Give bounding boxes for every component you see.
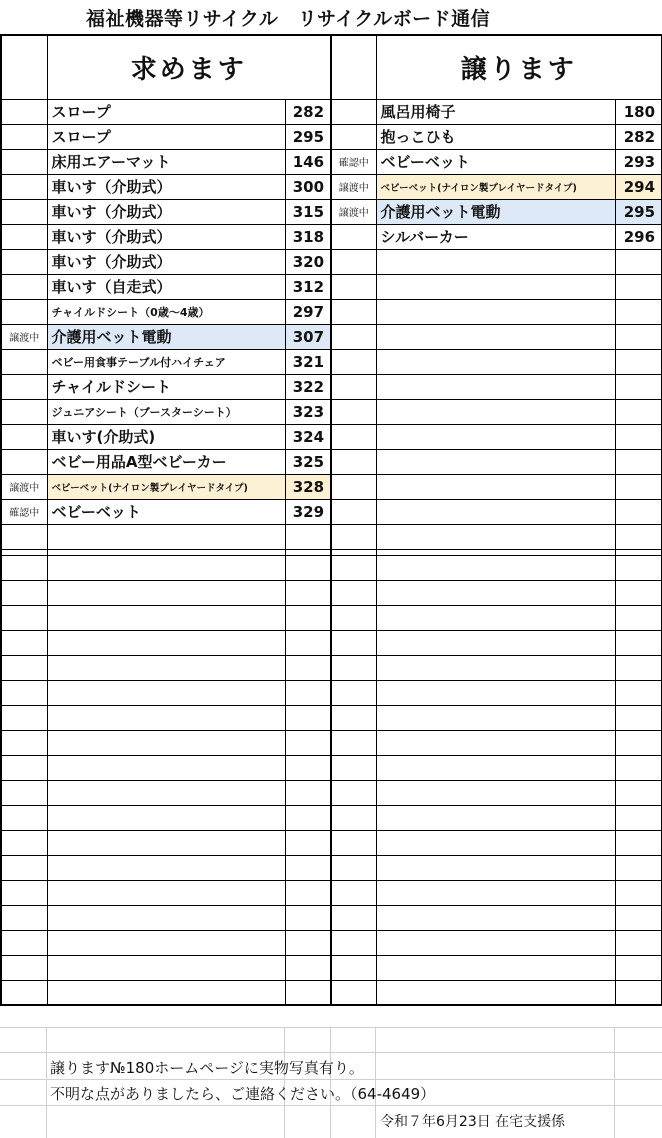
table-row [1,680,662,705]
wanted-item-name [47,905,285,930]
offered-status-cell [331,474,376,499]
footer-note-photo: 譲ります№180ホームページに実物写真有り。 [50,1059,364,1077]
offered-item-number [615,399,662,424]
wanted-item-name [47,780,285,805]
offered-item-number: 294 [615,174,662,199]
wanted-item-number [285,555,331,580]
offered-item-name [376,324,615,349]
footer-gridline [614,1027,615,1138]
wanted-item-name [47,980,285,1005]
offered-status-cell [331,855,376,880]
footer-divider [0,1079,662,1080]
offered-status-cell [331,499,376,524]
table-row [1,830,662,855]
wanted-status-cell: 確認中 [1,499,47,524]
table-row [1,655,662,680]
offered-item-name [376,249,615,274]
footer [0,1027,662,1138]
wanted-item-number [285,705,331,730]
offered-status-header [331,35,376,99]
table-row [1,499,662,524]
wanted-status-cell [1,580,47,605]
board-table [0,34,662,1006]
offered-item-name: ベビーベット(ナイロン製プレイヤードタイプ) [376,174,615,199]
offered-item-name [376,830,615,855]
wanted-status-cell [1,399,47,424]
recycle-board [0,34,662,1027]
wanted-item-number [285,905,331,930]
offered-item-number [615,905,662,930]
offered-item-name [376,399,615,424]
table-row [1,449,662,474]
wanted-status-cell [1,524,47,549]
offered-item-number [615,605,662,630]
wanted-item-number: 325 [285,449,331,474]
wanted-item-number: 328 [285,474,331,499]
wanted-item-number [285,880,331,905]
table-row [1,730,662,755]
wanted-item-number: 318 [285,224,331,249]
offered-item-name [376,474,615,499]
wanted-item-name [47,524,285,549]
wanted-item-number: 320 [285,249,331,274]
table-row [1,780,662,805]
offered-item-number: 295 [615,199,662,224]
offered-item-number: 282 [615,124,662,149]
offered-item-number [615,274,662,299]
table-row [1,930,662,955]
offered-status-cell: 譲渡中 [331,174,376,199]
offered-item-name [376,680,615,705]
wanted-item-number: 307 [285,324,331,349]
offered-status-cell [331,705,376,730]
wanted-status-cell [1,955,47,980]
wanted-status-cell [1,605,47,630]
wanted-item-number [285,655,331,680]
wanted-item-name: スロープ [47,99,285,124]
table-row [1,249,662,274]
offered-item-name [376,905,615,930]
wanted-status-cell [1,99,47,124]
wanted-item-number: 295 [285,124,331,149]
wanted-status-cell [1,855,47,880]
wanted-item-name [47,605,285,630]
wanted-status-cell [1,830,47,855]
wanted-status-cell [1,980,47,1005]
offered-status-cell [331,830,376,855]
offered-item-number [615,580,662,605]
offered-status-cell: 譲渡中 [331,199,376,224]
wanted-item-name [47,580,285,605]
offered-item-name [376,424,615,449]
footer-divider [0,1052,662,1053]
wanted-item-name: 車いす（自走式） [47,274,285,299]
offered-status-cell [331,124,376,149]
offered-item-number [615,855,662,880]
table-row [1,224,662,249]
offered-status-cell [331,399,376,424]
offered-item-number [615,374,662,399]
offered-status-cell [331,680,376,705]
offered-item-number [615,249,662,274]
offered-item-number [615,705,662,730]
wanted-item-number [285,630,331,655]
wanted-status-cell [1,424,47,449]
wanted-item-number [285,780,331,805]
wanted-item-name: ベビー用食事テーブル付ハイチェア [47,349,285,374]
table-row [1,580,662,605]
offered-status-cell: 確認中 [331,149,376,174]
table-row [1,705,662,730]
wanted-item-number [285,955,331,980]
wanted-item-number [285,980,331,1005]
table-row [1,374,662,399]
table-row [1,855,662,880]
offered-status-cell [331,580,376,605]
offered-item-number [615,805,662,830]
footer-gridline [46,1027,47,1138]
offered-status-cell [331,249,376,274]
wanted-item-name: 車いす(介助式) [47,424,285,449]
wanted-item-number [285,680,331,705]
offered-item-name [376,580,615,605]
table-row [1,274,662,299]
wanted-status-cell [1,905,47,930]
wanted-item-name: ベビー用品A型ベビーカー [47,449,285,474]
offered-item-number [615,499,662,524]
wanted-status-cell [1,174,47,199]
offered-item-number [615,630,662,655]
offered-item-name: 抱っこひも [376,124,615,149]
footer-divider [0,1105,662,1106]
wanted-item-number: 329 [285,499,331,524]
wanted-item-number: 321 [285,349,331,374]
offered-item-name [376,630,615,655]
wanted-item-name: 車いす（介助式） [47,224,285,249]
offered-item-name [376,730,615,755]
wanted-item-number [285,805,331,830]
table-row [1,149,662,174]
wanted-item-number: 146 [285,149,331,174]
table-row [1,880,662,905]
wanted-status-cell [1,274,47,299]
wanted-status-cell [1,555,47,580]
offered-status-cell [331,755,376,780]
wanted-item-name: チャイルドシート [47,374,285,399]
offered-status-cell [331,99,376,124]
wanted-item-name: 車いす（介助式） [47,199,285,224]
offered-item-number [615,349,662,374]
wanted-status-cell [1,374,47,399]
offered-header: 譲ります [376,35,662,99]
offered-status-cell [331,880,376,905]
offered-status-cell [331,449,376,474]
offered-item-name [376,780,615,805]
wanted-status-cell [1,630,47,655]
offered-item-name [376,955,615,980]
wanted-item-name: ベビーベット [47,499,285,524]
wanted-item-number [285,930,331,955]
offered-status-cell [331,524,376,549]
offered-item-name [376,805,615,830]
footer-note-contact: 不明な点がありましたら、ご連絡ください。（64-4649） [50,1085,436,1103]
wanted-item-name: チャイルドシート（0歳～4歳） [47,299,285,324]
offered-item-name [376,374,615,399]
wanted-item-name [47,555,285,580]
offered-status-cell [331,980,376,1005]
wanted-item-name [47,930,285,955]
offered-item-number [615,449,662,474]
offered-status-cell [331,374,376,399]
wanted-item-name [47,805,285,830]
offered-item-name: 介護用ベット電動 [376,199,615,224]
offered-item-number [615,524,662,549]
wanted-status-header [1,35,47,99]
wanted-item-number [285,855,331,880]
wanted-status-cell [1,349,47,374]
wanted-status-cell [1,224,47,249]
wanted-status-cell [1,755,47,780]
offered-item-name [376,855,615,880]
wanted-item-number [285,730,331,755]
wanted-item-name: ジュニアシート（ブースターシート） [47,399,285,424]
table-row [1,399,662,424]
wanted-item-number: 312 [285,274,331,299]
offered-item-number [615,780,662,805]
table-row [1,555,662,580]
offered-status-cell [331,605,376,630]
wanted-item-name [47,830,285,855]
offered-item-number [615,680,662,705]
offered-item-number [615,324,662,349]
offered-item-name [376,349,615,374]
table-row [1,955,662,980]
wanted-item-number [285,524,331,549]
offered-status-cell [331,324,376,349]
table-row [1,299,662,324]
wanted-item-name [47,730,285,755]
offered-item-number [615,555,662,580]
wanted-status-cell [1,705,47,730]
table-row [1,630,662,655]
wanted-item-name [47,855,285,880]
offered-status-cell [331,955,376,980]
wanted-item-number: 315 [285,199,331,224]
offered-item-name [376,980,615,1005]
offered-item-number: 293 [615,149,662,174]
wanted-item-name [47,630,285,655]
wanted-item-name [47,955,285,980]
wanted-status-cell [1,880,47,905]
table-row [1,980,662,1005]
offered-item-name: シルバーカー [376,224,615,249]
offered-status-cell [331,424,376,449]
table-row [1,424,662,449]
wanted-item-name: 介護用ベット電動 [47,324,285,349]
table-row [1,755,662,780]
wanted-item-number [285,605,331,630]
wanted-item-number: 282 [285,99,331,124]
offered-item-name [376,605,615,630]
offered-item-number [615,980,662,1005]
offered-item-number [615,299,662,324]
wanted-status-cell [1,124,47,149]
wanted-status-cell: 譲渡中 [1,474,47,499]
offered-status-cell [331,274,376,299]
table-row [1,805,662,830]
offered-item-number [615,655,662,680]
offered-item-name: 風呂用椅子 [376,99,615,124]
wanted-status-cell [1,730,47,755]
offered-item-number [615,755,662,780]
offered-item-number [615,424,662,449]
offered-item-name [376,755,615,780]
offered-status-cell [331,555,376,580]
wanted-item-name: 床用エアーマット [47,149,285,174]
offered-item-name [376,880,615,905]
offered-item-number: 296 [615,224,662,249]
offered-status-cell [331,349,376,374]
wanted-item-number: 300 [285,174,331,199]
wanted-item-name [47,655,285,680]
offered-item-name [376,555,615,580]
offered-item-name [376,655,615,680]
wanted-item-number: 324 [285,424,331,449]
wanted-item-name [47,880,285,905]
offered-item-name: ベビーベット [376,149,615,174]
offered-status-cell [331,905,376,930]
wanted-item-number: 322 [285,374,331,399]
table-row [1,199,662,224]
wanted-status-cell [1,930,47,955]
wanted-item-name [47,705,285,730]
wanted-item-name: 車いす（介助式） [47,249,285,274]
wanted-item-number: 323 [285,399,331,424]
wanted-item-name [47,680,285,705]
offered-item-name [376,449,615,474]
wanted-status-cell [1,680,47,705]
offered-item-number [615,955,662,980]
wanted-item-number: 297 [285,299,331,324]
offered-item-number [615,474,662,499]
wanted-item-number [285,830,331,855]
table-row [1,174,662,199]
offered-item-name [376,524,615,549]
offered-status-cell [331,630,376,655]
wanted-status-cell [1,449,47,474]
offered-item-name [376,705,615,730]
offered-item-number [615,730,662,755]
page-title-bar [0,0,662,34]
table-row [1,605,662,630]
offered-item-number [615,880,662,905]
table-row [1,324,662,349]
table-row [1,99,662,124]
wanted-status-cell [1,149,47,174]
offered-status-cell [331,299,376,324]
offered-item-number: 180 [615,99,662,124]
wanted-status-cell [1,655,47,680]
offered-item-name [376,299,615,324]
wanted-item-number [285,755,331,780]
table-row [1,524,662,549]
offered-item-number [615,830,662,855]
wanted-status-cell [1,299,47,324]
table-row [1,124,662,149]
wanted-header: 求めます [47,35,331,99]
wanted-item-name: スロープ [47,124,285,149]
offered-status-cell [331,930,376,955]
wanted-status-cell [1,199,47,224]
wanted-item-number [285,580,331,605]
offered-status-cell [331,224,376,249]
table-row [1,349,662,374]
wanted-item-name: 車いす（介助式） [47,174,285,199]
wanted-status-cell [1,249,47,274]
offered-item-name [376,274,615,299]
header-row [1,35,662,99]
page-title: 福祉機器等リサイクル リサイクルボード通信 [86,8,491,30]
wanted-status-cell [1,780,47,805]
wanted-status-cell: 譲渡中 [1,324,47,349]
offered-status-cell [331,780,376,805]
offered-item-name [376,499,615,524]
wanted-item-name [47,755,285,780]
offered-item-number [615,930,662,955]
offered-item-name [376,930,615,955]
offered-status-cell [331,805,376,830]
table-row [1,474,662,499]
footer-signature: 令和７年6月23日 在宅支援係 [380,1111,569,1131]
wanted-status-cell [1,805,47,830]
footer-divider [0,1027,662,1028]
wanted-item-name: ベビーベット(ナイロン製プレイヤードタイプ) [47,474,285,499]
offered-status-cell [331,655,376,680]
offered-status-cell [331,730,376,755]
table-row [1,905,662,930]
